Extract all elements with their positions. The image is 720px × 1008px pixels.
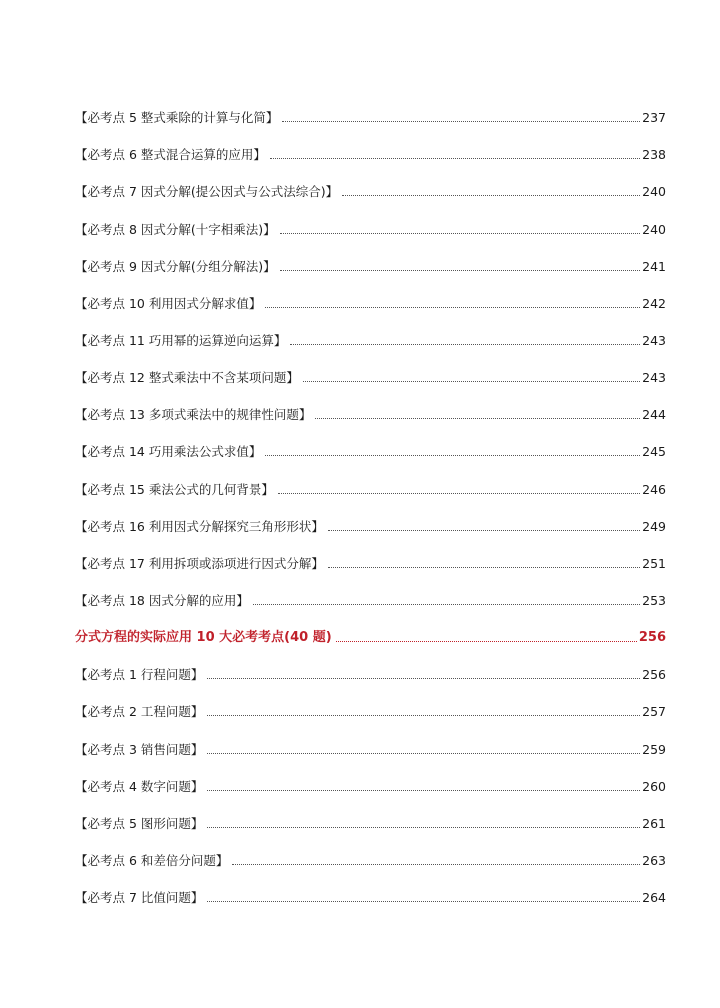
toc-dot-leader xyxy=(342,195,640,196)
toc-entry-page-number: 261 xyxy=(642,815,666,831)
toc-dot-leader xyxy=(207,827,640,828)
toc-entry-page-number: 246 xyxy=(642,481,666,497)
toc-entry[interactable] xyxy=(75,844,666,881)
toc-dot-leader xyxy=(207,678,640,679)
toc-entry[interactable] xyxy=(75,510,666,547)
toc-entry-page-number: 251 xyxy=(642,555,666,571)
toc-dot-leader xyxy=(336,641,637,642)
toc-entry-title: 【必考点 6 整式混合运算的应用】 xyxy=(75,147,266,163)
toc-entry-page-number: 256 xyxy=(638,630,666,646)
toc-entry[interactable] xyxy=(75,732,666,769)
toc-entry[interactable] xyxy=(75,212,666,249)
toc-entry-title: 【必考点 14 巧用乘法公式求值】 xyxy=(75,444,262,460)
toc-entry-page-number: 257 xyxy=(642,704,666,720)
toc-entry-title: 【必考点 9 因式分解(分组分解法)】 xyxy=(75,258,276,274)
toc-dot-leader xyxy=(232,864,640,865)
toc-entry[interactable] xyxy=(75,101,666,138)
toc-entry-title: 【必考点 12 整式乘法中不含某项问题】 xyxy=(75,370,299,386)
toc-entry[interactable] xyxy=(75,547,666,584)
toc-entry-page-number: 243 xyxy=(642,370,666,386)
toc-entry-title: 【必考点 5 图形问题】 xyxy=(75,815,204,831)
toc-entry[interactable] xyxy=(75,584,666,621)
toc-dot-leader xyxy=(278,493,640,494)
toc-entry-title: 【必考点 16 利用因式分解探究三角形形状】 xyxy=(75,518,324,534)
toc-entry-title: 【必考点 3 销售问题】 xyxy=(75,741,204,757)
toc-entry-title: 【必考点 8 因式分解(十字相乘法)】 xyxy=(75,221,276,237)
toc-entry-title: 分式方程的实际应用 10 大必考考点(40 题) xyxy=(75,630,332,646)
toc-entry[interactable] xyxy=(75,435,666,472)
toc-dot-leader xyxy=(315,418,640,419)
toc-entry-title: 【必考点 2 工程问题】 xyxy=(75,704,204,720)
toc-entry[interactable] xyxy=(75,138,666,175)
toc-dot-leader xyxy=(282,121,640,122)
toc-entry-page-number: 243 xyxy=(642,332,666,348)
toc-entry[interactable] xyxy=(75,175,666,212)
toc-entry[interactable] xyxy=(75,250,666,287)
toc-entry[interactable] xyxy=(75,361,666,398)
toc-entry[interactable] xyxy=(75,324,666,361)
toc-entry-page-number: 259 xyxy=(642,741,666,757)
toc-dot-leader xyxy=(207,790,640,791)
toc-dot-leader xyxy=(207,901,640,902)
toc-dot-leader xyxy=(328,530,640,531)
toc-entry[interactable] xyxy=(75,287,666,324)
toc-section-heading[interactable] xyxy=(75,621,666,658)
toc-entry-title: 【必考点 17 利用拆项或添项进行因式分解】 xyxy=(75,555,324,571)
toc-entry-title: 【必考点 15 乘法公式的几何背景】 xyxy=(75,481,274,497)
toc-dot-leader xyxy=(280,233,640,234)
toc-entry-title: 【必考点 18 因式分解的应用】 xyxy=(75,592,249,608)
toc-entry-title: 【必考点 13 多项式乘法中的规律性问题】 xyxy=(75,407,312,423)
toc-dot-leader xyxy=(253,604,640,605)
toc-entry-page-number: 249 xyxy=(642,518,666,534)
toc-entry-title: 【必考点 1 行程问题】 xyxy=(75,667,204,683)
toc-entry-page-number: 242 xyxy=(642,295,666,311)
toc-dot-leader xyxy=(207,753,640,754)
toc-entry-title: 【必考点 5 整式乘除的计算与化简】 xyxy=(75,110,279,126)
toc-entry[interactable] xyxy=(75,807,666,844)
toc-entry-page-number: 244 xyxy=(642,407,666,423)
toc-dot-leader xyxy=(265,455,640,456)
toc-entry-title: 【必考点 7 因式分解(提公因式与公式法综合)】 xyxy=(75,184,339,200)
toc-entry[interactable] xyxy=(75,472,666,509)
toc-entry-title: 【必考点 4 数字问题】 xyxy=(75,778,204,794)
toc-entry[interactable] xyxy=(75,881,666,918)
toc-dot-leader xyxy=(303,381,640,382)
toc-entry-title: 【必考点 7 比值问题】 xyxy=(75,890,204,906)
toc-entry-page-number: 263 xyxy=(642,852,666,868)
toc-entry-title: 【必考点 6 和差倍分问题】 xyxy=(75,852,229,868)
toc-entry[interactable] xyxy=(75,658,666,695)
toc-entry[interactable] xyxy=(75,398,666,435)
toc-entry-page-number: 240 xyxy=(642,221,666,237)
toc-entry[interactable] xyxy=(75,770,666,807)
toc-entry-page-number: 241 xyxy=(642,258,666,274)
toc-dot-leader xyxy=(270,158,640,159)
toc-entry-page-number: 260 xyxy=(642,778,666,794)
toc-dot-leader xyxy=(280,270,640,271)
toc-entry-page-number: 245 xyxy=(642,444,666,460)
toc-entry-page-number: 253 xyxy=(642,592,666,608)
toc-entry[interactable] xyxy=(75,695,666,732)
toc-entry-page-number: 238 xyxy=(642,147,666,163)
toc-entry-title: 【必考点 11 巧用幂的运算逆向运算】 xyxy=(75,332,287,348)
toc-entry-page-number: 264 xyxy=(642,890,666,906)
toc-dot-leader xyxy=(328,567,640,568)
toc-entry-title: 【必考点 10 利用因式分解求值】 xyxy=(75,295,262,311)
toc-entry-page-number: 256 xyxy=(642,667,666,683)
toc-dot-leader xyxy=(290,344,640,345)
toc-dot-leader xyxy=(265,307,640,308)
toc-dot-leader xyxy=(207,715,640,716)
toc-entry-page-number: 240 xyxy=(642,184,666,200)
toc-entry-page-number: 237 xyxy=(642,110,666,126)
table-of-contents xyxy=(75,101,666,918)
